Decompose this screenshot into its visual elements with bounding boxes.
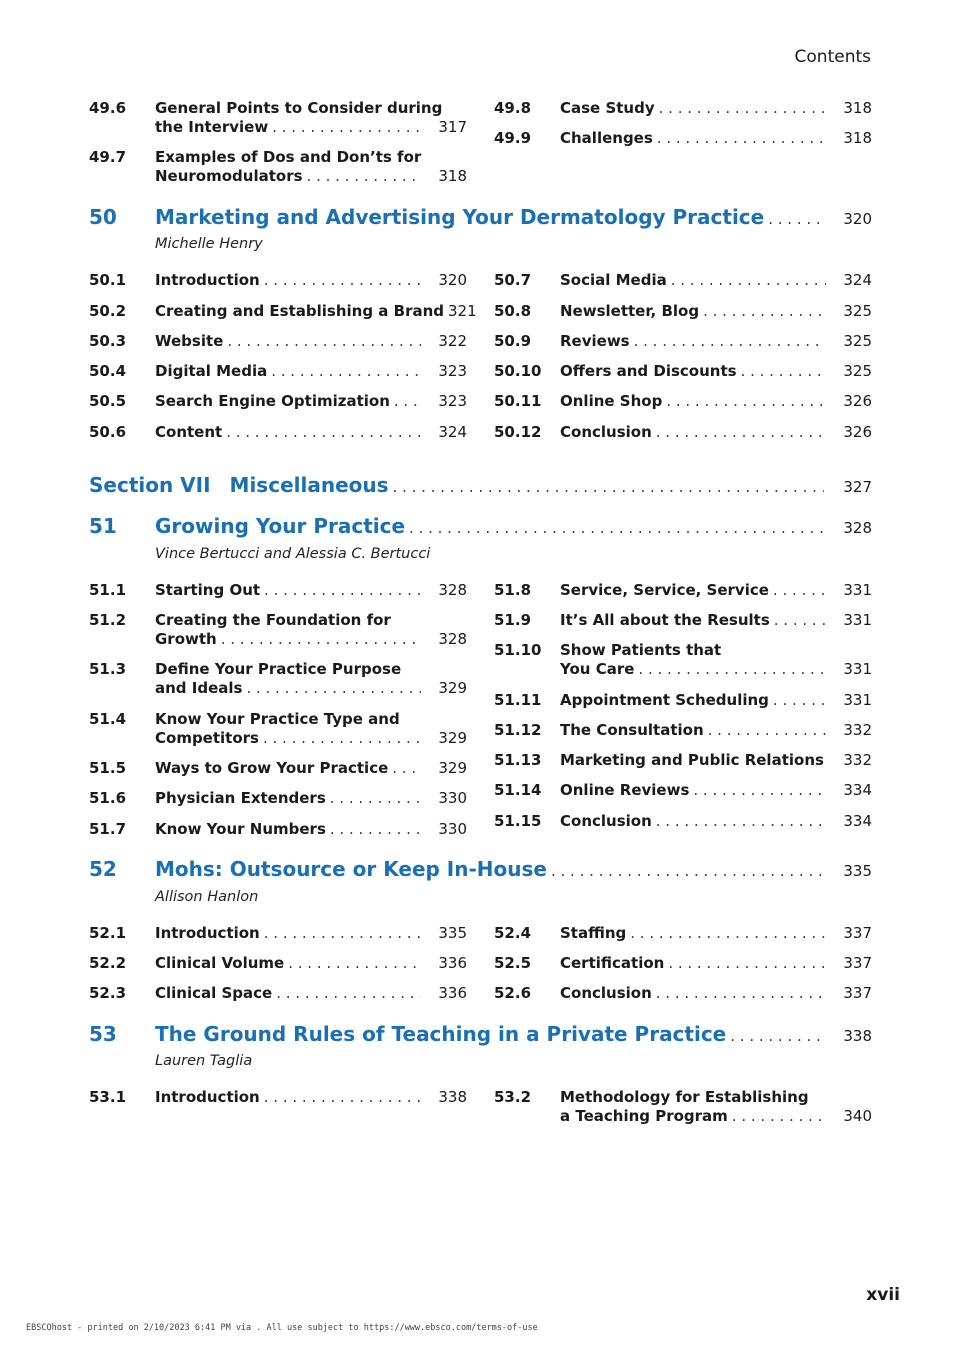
entry-title: Staffing xyxy=(560,924,627,942)
entry-page: 338 xyxy=(438,1088,467,1106)
entry-title: Case Study xyxy=(560,99,655,117)
entry-page: 337 xyxy=(843,924,872,942)
toc-entry[interactable] xyxy=(494,812,872,832)
toc-entry[interactable] xyxy=(89,820,467,840)
toc-entry-49-6[interactable] xyxy=(89,99,467,139)
toc-entry[interactable] xyxy=(89,362,467,382)
leader-dots xyxy=(392,759,421,778)
entry-title-line1: Define Your Practice Purpose xyxy=(155,660,402,678)
chapter-author: Vince Bertucci and Alessia C. Bertucci xyxy=(155,546,431,562)
entry-title: Digital Media xyxy=(155,362,268,380)
entry-number: 52.5 xyxy=(494,954,532,972)
entry-page: 334 xyxy=(843,781,872,799)
entry-title: Ways to Grow Your Practice xyxy=(155,759,389,777)
leader-dots xyxy=(671,271,826,290)
leader-dots xyxy=(773,691,826,710)
toc-entry[interactable] xyxy=(89,271,467,291)
entry-title-line1: Methodology for Establishing xyxy=(560,1088,809,1106)
leader-dots xyxy=(656,423,826,442)
entry-title: The Consultation xyxy=(560,721,704,739)
entry-title: Certification xyxy=(560,954,665,972)
toc-entry[interactable] xyxy=(494,751,872,771)
section-7-heading[interactable] xyxy=(89,473,872,499)
entry-number: 51.1 xyxy=(89,581,127,599)
leader-dots xyxy=(703,302,826,321)
entry-title: Service, Service, Service xyxy=(560,581,769,599)
chapter-53-heading[interactable] xyxy=(89,1022,872,1048)
toc-entry[interactable] xyxy=(494,271,872,291)
entry-page: 325 xyxy=(843,332,872,350)
entry-title: Appointment Scheduling xyxy=(560,691,769,709)
toc-entry[interactable] xyxy=(89,789,467,809)
leader-dots xyxy=(774,611,826,630)
entry-number: 52.1 xyxy=(89,924,127,942)
leader-dots xyxy=(276,984,421,1003)
chapter-52-heading[interactable] xyxy=(89,857,872,883)
section-label: Section VII xyxy=(89,473,211,497)
leader-dots xyxy=(227,332,421,351)
leader-dots xyxy=(730,1024,824,1048)
entry-page: 329 xyxy=(438,729,467,747)
entry-number: 49.6 xyxy=(89,99,127,117)
entry-title-line2: You Care xyxy=(560,660,635,678)
entry-page: 331 xyxy=(843,581,872,599)
entry-number: 51.4 xyxy=(89,710,127,728)
entry-page: 330 xyxy=(438,820,467,838)
leader-dots xyxy=(271,362,421,381)
entry-page: 340 xyxy=(843,1107,872,1125)
chapter-51-heading[interactable] xyxy=(89,514,872,540)
leader-dots xyxy=(768,207,824,231)
toc-entry[interactable] xyxy=(494,423,872,443)
leader-dots xyxy=(307,167,421,186)
entry-number: 51.12 xyxy=(494,721,542,739)
leader-dots xyxy=(264,924,421,943)
chapter-author: Michelle Henry xyxy=(155,236,263,252)
entry-title: Introduction xyxy=(155,271,260,289)
entry-page: 324 xyxy=(843,271,872,289)
entry-number: 50.9 xyxy=(494,332,532,350)
entry-number: 51.6 xyxy=(89,789,127,807)
leader-dots xyxy=(226,423,421,442)
leader-dots xyxy=(264,581,421,600)
entry-number: 50.8 xyxy=(494,302,532,320)
entry-page: 318 xyxy=(843,99,872,117)
entry-page: 323 xyxy=(438,392,467,410)
entry-title: Content xyxy=(155,423,223,441)
entry-number: 50.5 xyxy=(89,392,127,410)
leader-dots xyxy=(659,99,826,118)
leader-dots xyxy=(630,924,826,943)
entry-number: 51.11 xyxy=(494,691,542,709)
entry-number: 50.4 xyxy=(89,362,127,380)
toc-entry[interactable] xyxy=(89,924,467,944)
entry-number: 51.5 xyxy=(89,759,127,777)
entry-number: 51.2 xyxy=(89,611,127,629)
entry-page: 336 xyxy=(438,954,467,972)
entry-title: Search Engine Optimization xyxy=(155,392,390,410)
entry-number: 50.6 xyxy=(89,423,127,441)
entry-title-line1: Know Your Practice Type and xyxy=(155,710,400,728)
entry-title: Online Shop xyxy=(560,392,663,410)
entry-page: 332 xyxy=(843,751,872,769)
toc-entry[interactable] xyxy=(494,1088,872,1128)
entry-title: Conclusion xyxy=(560,812,652,830)
chapter-author: Lauren Taglia xyxy=(155,1053,253,1069)
entry-title: Physician Extenders xyxy=(155,789,326,807)
toc-entry[interactable] xyxy=(494,611,872,631)
entry-number: 50.1 xyxy=(89,271,127,289)
leader-dots xyxy=(693,781,826,800)
entry-number: 52.3 xyxy=(89,984,127,1002)
entry-number: 50.2 xyxy=(89,302,127,320)
entry-page: 329 xyxy=(438,759,467,777)
entry-number: 51.3 xyxy=(89,660,127,678)
chapter-author: Allison Hanlon xyxy=(155,889,259,905)
section-title: Miscellaneous xyxy=(229,473,389,497)
chapter-page: 328 xyxy=(843,519,872,537)
toc-entry[interactable] xyxy=(89,954,467,974)
entry-title: Newsletter, Blog xyxy=(560,302,700,320)
leader-dots xyxy=(330,789,421,808)
leader-dots xyxy=(656,812,826,831)
entry-page: 335 xyxy=(438,924,467,942)
toc-entry[interactable] xyxy=(494,781,872,801)
toc-entry[interactable] xyxy=(89,611,467,651)
chapter-title: Marketing and Advertising Your Dermatology Practice xyxy=(155,205,765,229)
entry-title: Know Your Numbers xyxy=(155,820,326,838)
entry-page: 328 xyxy=(438,581,467,599)
entry-title: Social Media xyxy=(560,271,667,289)
chapter-page: 338 xyxy=(843,1027,872,1045)
leader-dots xyxy=(221,630,421,649)
entry-page: 328 xyxy=(438,630,467,648)
toc-entry[interactable] xyxy=(89,984,467,1004)
entry-page: 337 xyxy=(843,984,872,1002)
entry-title: Creating and Establishing a Brand xyxy=(155,302,444,320)
entry-title: Introduction xyxy=(155,924,260,942)
running-header: Contents xyxy=(794,47,871,67)
entry-page: 325 xyxy=(843,302,872,320)
leader-dots xyxy=(732,1107,826,1126)
entry-number: 51.7 xyxy=(89,820,127,838)
leader-dots xyxy=(708,721,826,740)
toc-entry[interactable] xyxy=(494,721,872,741)
toc-entry[interactable] xyxy=(494,332,872,352)
entry-number: 49.9 xyxy=(494,129,532,147)
chapter-number: 53 xyxy=(89,1022,117,1046)
entry-title-line2: and Ideals xyxy=(155,679,243,697)
toc-entry[interactable] xyxy=(89,423,467,443)
leader-dots xyxy=(264,1088,421,1107)
entry-number: 52.6 xyxy=(494,984,532,1002)
chapter-title: Growing Your Practice xyxy=(155,514,406,538)
section-page: 327 xyxy=(843,478,872,496)
leader-dots xyxy=(668,954,826,973)
entry-page: 325 xyxy=(843,362,872,380)
entry-page: 337 xyxy=(843,954,872,972)
toc-entry[interactable] xyxy=(89,392,467,412)
entry-page: 318 xyxy=(438,167,467,185)
leader-dots xyxy=(272,118,421,137)
chapter-page: 320 xyxy=(843,210,872,228)
entry-page: 326 xyxy=(843,392,872,410)
toc-entry[interactable] xyxy=(494,691,872,711)
entry-page: 324 xyxy=(438,423,467,441)
toc-entry[interactable] xyxy=(494,392,872,412)
toc-entry[interactable] xyxy=(89,332,467,352)
toc-entry-49-7[interactable] xyxy=(89,148,467,188)
toc-entry[interactable] xyxy=(89,581,467,601)
toc-entry[interactable] xyxy=(89,302,477,322)
entry-title: Reviews xyxy=(560,332,630,350)
toc-entry[interactable] xyxy=(494,302,872,322)
leader-dots xyxy=(394,392,421,411)
entry-number: 53.2 xyxy=(494,1088,532,1106)
entry-page: 323 xyxy=(438,362,467,380)
chapter-title: The Ground Rules of Teaching in a Private Practice xyxy=(155,1022,727,1046)
toc-entry[interactable] xyxy=(89,759,467,779)
entry-number: 49.7 xyxy=(89,148,127,166)
entry-page: 318 xyxy=(843,129,872,147)
entry-title-line1: General Points to Consider during xyxy=(155,99,443,117)
entry-page: 320 xyxy=(438,271,467,289)
toc-entry[interactable] xyxy=(494,924,872,944)
leader-dots xyxy=(634,332,826,351)
entry-title: Offers and Discounts xyxy=(560,362,737,380)
entry-number: 50.10 xyxy=(494,362,542,380)
chapter-50-heading[interactable] xyxy=(89,205,872,231)
leader-dots xyxy=(393,475,824,499)
entry-title: Clinical Space xyxy=(155,984,273,1002)
leader-dots xyxy=(657,129,826,148)
entry-title: Starting Out xyxy=(155,581,261,599)
leader-dots xyxy=(551,859,824,883)
leader-dots xyxy=(264,271,421,290)
toc-entry[interactable] xyxy=(89,710,467,750)
entry-number: 53.1 xyxy=(89,1088,127,1106)
entry-title: It’s All about the Results xyxy=(560,611,770,629)
entry-page: 331 xyxy=(843,611,872,629)
chapter-number: 52 xyxy=(89,857,117,881)
leader-dots xyxy=(263,729,421,748)
toc-entry[interactable] xyxy=(494,984,872,1004)
entry-title-line2: Competitors xyxy=(155,729,259,747)
entry-number: 51.13 xyxy=(494,751,542,769)
leader-dots xyxy=(656,984,826,1003)
entry-title: Conclusion xyxy=(560,984,652,1002)
entry-title-line1: Examples of Dos and Don’ts for xyxy=(155,148,422,166)
toc-entry[interactable] xyxy=(494,581,872,601)
entry-page: 332 xyxy=(843,721,872,739)
toc-entry-49-8[interactable] xyxy=(494,99,872,119)
toc-entry[interactable] xyxy=(494,641,872,681)
toc-entry-49-9[interactable] xyxy=(494,129,872,149)
leader-dots xyxy=(246,679,421,698)
entry-page: 336 xyxy=(438,984,467,1002)
entry-page: 321 xyxy=(448,302,477,320)
entry-page: 322 xyxy=(438,332,467,350)
entry-number: 50.3 xyxy=(89,332,127,350)
entry-title: Conclusion xyxy=(560,423,652,441)
entry-title: Website xyxy=(155,332,224,350)
entry-number: 51.14 xyxy=(494,781,542,799)
leader-dots xyxy=(330,820,421,839)
leader-dots xyxy=(773,581,826,600)
entry-page: 334 xyxy=(843,812,872,830)
entry-title-line2: Growth xyxy=(155,630,217,648)
entry-title: Marketing and Public Relations xyxy=(560,751,824,769)
leader-dots xyxy=(288,954,421,973)
toc-entry[interactable] xyxy=(494,362,872,382)
entry-number: 50.7 xyxy=(494,271,532,289)
entry-number: 52.2 xyxy=(89,954,127,972)
toc-entry[interactable] xyxy=(89,1088,467,1108)
entry-page: 331 xyxy=(843,691,872,709)
entry-number: 51.10 xyxy=(494,641,542,659)
entry-number: 50.11 xyxy=(494,392,542,410)
chapter-number: 50 xyxy=(89,205,117,229)
chapter-title: Mohs: Outsource or Keep In-House xyxy=(155,857,547,881)
entry-page: 331 xyxy=(843,660,872,678)
entry-number: 51.15 xyxy=(494,812,542,830)
footer-notice: EBSCOhost - printed on 2/10/2023 6:41 PM via . All use subject to https://www.ebsco.com/terms-of-use xyxy=(26,1323,538,1333)
page-number: xvii xyxy=(866,1285,900,1305)
toc-entry[interactable] xyxy=(494,954,872,974)
chapter-page: 335 xyxy=(843,862,872,880)
entry-number: 51.8 xyxy=(494,581,532,599)
entry-title-line1: Show Patients that xyxy=(560,641,722,659)
entry-number: 49.8 xyxy=(494,99,532,117)
entry-title-line2: Neuromodulators xyxy=(155,167,303,185)
entry-number: 52.4 xyxy=(494,924,532,942)
entry-page: 330 xyxy=(438,789,467,807)
entry-page: 326 xyxy=(843,423,872,441)
entry-number: 51.9 xyxy=(494,611,532,629)
entry-title-line2: a Teaching Program xyxy=(560,1107,728,1125)
entry-title: Introduction xyxy=(155,1088,260,1106)
entry-page: 329 xyxy=(438,679,467,697)
leader-dots xyxy=(741,362,826,381)
leader-dots xyxy=(666,392,826,411)
entry-title: Clinical Volume xyxy=(155,954,285,972)
leader-dots xyxy=(409,516,824,540)
entry-title: Online Reviews xyxy=(560,781,690,799)
chapter-number: 51 xyxy=(89,514,117,538)
leader-dots xyxy=(638,660,826,679)
entry-number: 50.12 xyxy=(494,423,542,441)
toc-entry[interactable] xyxy=(89,660,467,700)
entry-title-line1: Creating the Foundation for xyxy=(155,611,391,629)
entry-title-line2: the Interview xyxy=(155,118,269,136)
entry-title: Challenges xyxy=(560,129,653,147)
entry-page: 317 xyxy=(438,118,467,136)
